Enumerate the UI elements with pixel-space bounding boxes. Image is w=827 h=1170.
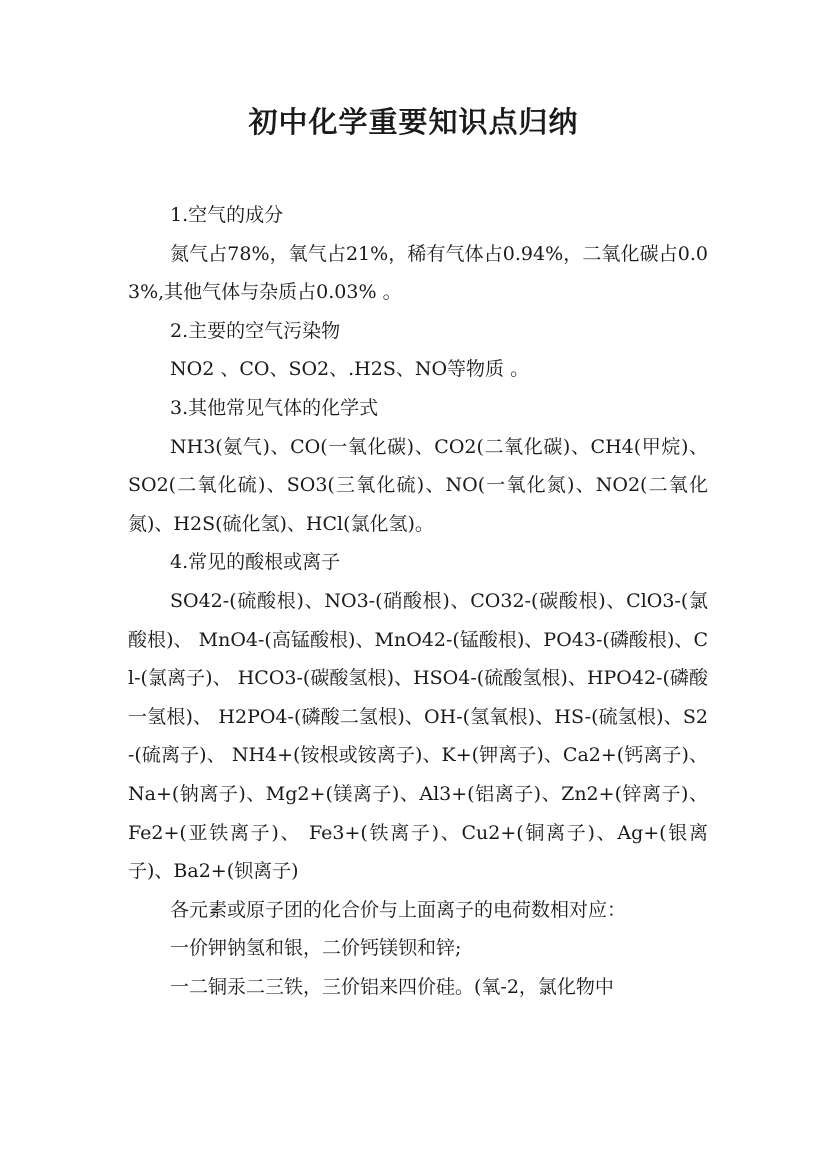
paragraph-gas-formulas: NH3(氨气)、CO(一氧化碳)、CO2(二氧化碳)、CH4(甲烷)、 SO2(二氧化硫)、SO3(三氧化硫)、NO(一氧化氮)、NO2(二氧化氮)、H2S(硫化氢)、HCl(氯化氢)。 bbox=[128, 435, 708, 535]
paragraph-heading-air-pollutants: 2.主要的空气污染物 bbox=[170, 319, 341, 342]
paragraph-heading-ions: 4.常见的酸根或离子 bbox=[170, 551, 341, 574]
paragraph-heading-gas-formulas: 3.其他常见气体的化学式 bbox=[170, 396, 379, 419]
paragraph-heading-air-composition: 1.空气的成分 bbox=[170, 204, 284, 226]
paragraph-air-composition: 氮气占78%，氧气占21%，稀有气体占0.94%，二氧化碳占0.03%,其他气体与杂质占0.03% 。 bbox=[128, 242, 708, 304]
paragraph-valence-rhyme-1: 一价钾钠氢和银，二价钙镁钡和锌; bbox=[170, 937, 462, 960]
paragraph-valence-intro: 各元素或原子团的化合价与上面离子的电荷数相对应： bbox=[170, 898, 627, 921]
document-body bbox=[128, 196, 708, 1006]
paragraph-valence-rhyme-2: 一二铜汞二三铁，三价铝来四价硅。(氧-2，氯化物中 bbox=[170, 975, 614, 998]
paragraph-air-pollutants: NO2 、CO、SO2、.H2S、NO等物质 。 bbox=[170, 358, 530, 381]
paragraph-ions: SO42-(硫酸根)、NO3-(硝酸根)、CO32-(碳酸根)、ClO3-(氯酸根)、 MnO4-(高锰酸根)、MnO42-(锰酸根)、PO43-(磷酸根)、Cl-(氯离子)、 HCO3-(碳酸氢根)、HSO4-(硫酸氢根)、HPO42-(磷酸一氢根)、 H2PO4-(磷酸二氢根)、OH-(氢氧根)、HS-(硫氢根)、S2-(硫离子)、 NH4+(铵根或铵离子)、K+(钾离子)、Ca2+(钙离子)、Na+(钠离子)、Mg2+(镁离子)、Al3+(铝离子)、Zn2+(锌离子)、Fe2+(亚铁离子)、 Fe3+(铁离子)、Cu2+(铜离子)、Ag+(银离子)、Ba2+(钡离子) bbox=[128, 589, 708, 883]
document-title: 初中化学重要知识点归纳 bbox=[248, 105, 579, 139]
